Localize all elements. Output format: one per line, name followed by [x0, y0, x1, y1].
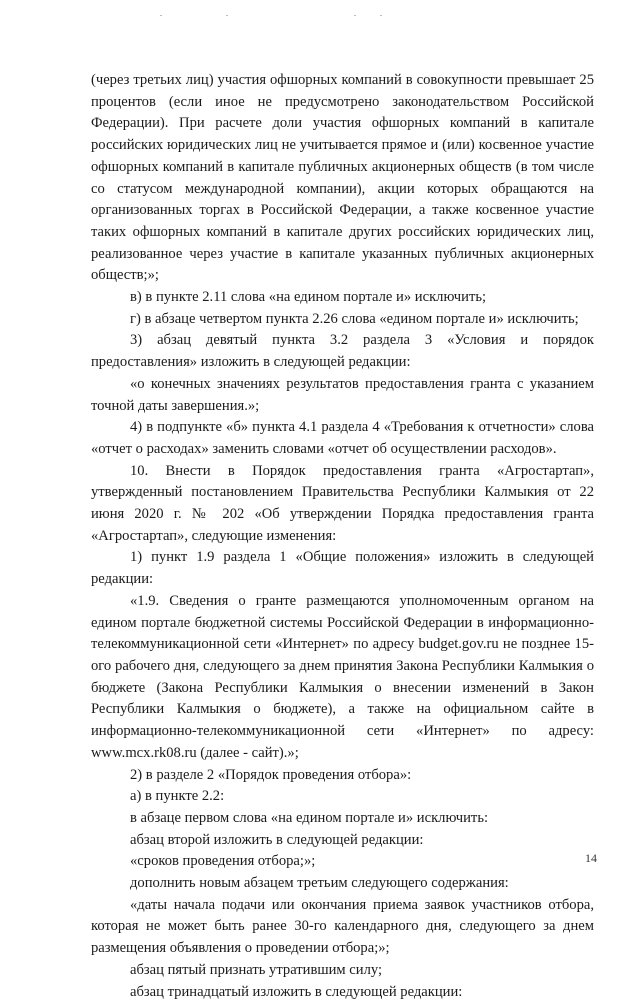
paragraph-quote-results: «о конечных значениях результатов предоставления гранта с указанием точной даты завершения.»;: [91, 375, 594, 414]
paragraph-item-4: 4) в подпункте «б» пункта 4.1 раздела 4 «Требования к отчетности» слова «отчет о расходах» заменить словами «отчет об осуществлении расходов».: [91, 419, 594, 457]
scan-artifact: [380, 15, 382, 16]
paragraph-item-g: г) в абзаце четвертом пункта 2.26 слова «едином портале и» исключить;: [130, 310, 579, 327]
paragraph-item-2: 2) в разделе 2 «Порядок проведения отбора»:: [130, 766, 412, 783]
paragraph-quote-1-9: «1.9. Сведения о гранте размещаются уполномоченным органом на едином портале бюджетной системы Российской Федерации в информационно-телекоммуникационной сети «Интернет» по адресу budget.gov.ru не позднее 15-ого рабочего дня, следующего за днем принятия Закона Республики Калмыкия о бюджете (Закона Республики Калмыкия о внесении изменений в Закон Республики Калмыкия о бюджете), а также на официальном сайте в информационно-телекоммуникационной сети «Интернет» по адресу: www.mcx.rk08.ru (далее - сайт).»;: [91, 592, 594, 761]
paragraph-fifth-abzac: абзац пятый признать утратившим силу;: [130, 961, 383, 978]
paragraph-thirteenth-abzac: абзац тринадцатый изложить в следующей редакции:: [130, 983, 463, 1000]
paragraph-first-abzac: в абзаце первом слова «на едином портале и» исключить:: [130, 809, 489, 826]
scan-artifact: [226, 15, 228, 16]
document-body: [91, 70, 594, 1003]
paragraph-item-v: в) в пункте 2.11 слова «на едином портале и» исключить;: [130, 289, 487, 306]
scan-artifact: [354, 15, 356, 16]
paragraph-quote-dates: «даты начала подачи или окончания приема заявок участников отбора, которая не может быть ранее 30-го календарного дня, следующего за днем размещения объявления о проведении отбора;»;: [91, 896, 594, 957]
paragraph-quote-terms: «сроков проведения отбора;»;: [130, 853, 316, 870]
paragraph-add-third: дополнить новым абзацем третьим следующего содержания:: [130, 875, 509, 892]
paragraph-section-10: 10. Внести в Порядок предоставления гранта «Агростартап», утвержденный постановлением Правительства Республики Калмыкия от 22 июня 2020 г. № 202 «Об утверждении Порядка предоставления гранта «Агростартап», следующие изменения:: [91, 462, 594, 544]
paragraph-item-3: 3) абзац девятый пункта 3.2 раздела 3 «Условия и порядок предоставления» изложить в следующей редакции:: [91, 332, 594, 371]
paragraph-second-abzac: абзац второй изложить в следующей редакции:: [130, 831, 424, 848]
paragraph-offshore-participation: (через третьих лиц) участия офшорных компаний в совокупности превышает 25 процентов (если иное не предусмотрено законодательством Российской Федерации). При расчете доли участия офшорных компаний в капитале российских юридических лиц не учитывается прямое и (или) косвенное участие офшорных компаний в капитале публичных акционерных обществ (в том числе со статусом международной компании), акции которых обращаются на организованных торгах в Российской Федерации, а также косвенное участие таких офшорных компаний в капитале других российских юридических лиц, реализованное через участие в капитале указанных публичных акционерных обществ;»;: [91, 72, 594, 284]
page-number: 14: [585, 851, 597, 865]
paragraph-item-1: 1) пункт 1.9 раздела 1 «Общие положения» изложить в следующей редакции:: [91, 549, 594, 588]
scan-artifact: [160, 15, 162, 16]
paragraph-item-a: а) в пункте 2.2:: [130, 788, 225, 805]
